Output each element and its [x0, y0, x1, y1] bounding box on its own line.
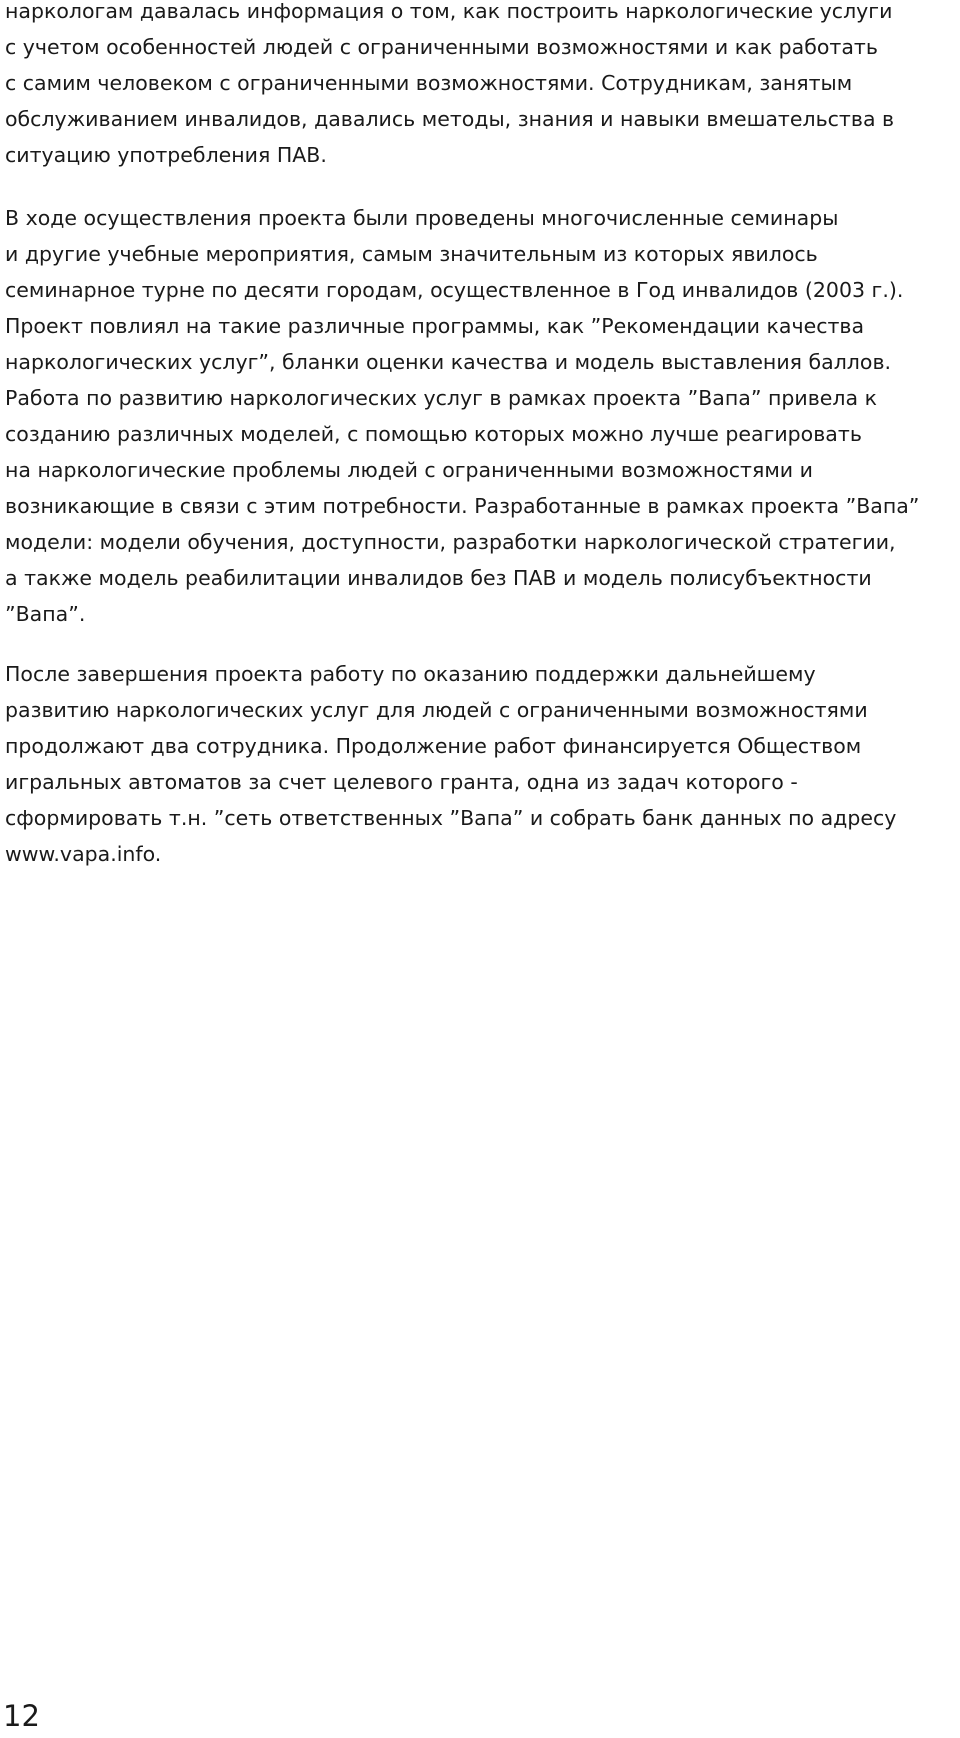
text-line: обслуживанием инвалидов, давались методы, знания и навыки вмешательства в [5, 107, 895, 131]
paragraph-1 [5, 0, 957, 173]
text-line: www.vapa.info. [5, 842, 162, 866]
text-line: наркологических услуг”, бланки оценки качества и модель выставления баллов. [5, 350, 892, 374]
text-line: модели: модели обучения, доступности, разработки наркологической стратегии, [5, 530, 896, 554]
text-line: созданию различных моделей, с помощью которых можно лучше реагировать [5, 422, 862, 446]
text-line: После завершения проекта работу по оказанию поддержки дальнейшему [5, 662, 816, 686]
paragraph-3 [5, 656, 957, 872]
text-line: с самим человеком с ограниченными возможностями. Сотрудникам, занятым [5, 71, 853, 95]
text-line: В ходе осуществления проекта были проведены многочисленные семинары [5, 206, 839, 230]
text-line: Работа по развитию наркологических услуг в рамках проекта ”Вапа” привела к [5, 386, 877, 410]
text-line: сформировать т.н. ”сеть ответственных ”Вапа” и собрать банк данных по адресу [5, 806, 897, 830]
text-line: Проект повлиял на такие различные программы, как ”Рекомендации качества [5, 314, 865, 338]
text-line: семинарное турне по десяти городам, осуществленное в Год инвалидов (2003 г.). [5, 278, 904, 302]
text-line: и другие учебные мероприятия, самым значительным из которых явилось [5, 242, 818, 266]
text-line: развитию наркологических услуг для людей с ограниченными возможностями [5, 698, 868, 722]
text-line: с учетом особенностей людей с ограниченными возможностями и как работать [5, 35, 878, 59]
text-line: продолжают два сотрудника. Продолжение работ финансируется Обществом [5, 734, 862, 758]
text-line: на наркологические проблемы людей с ограниченными возможностями и [5, 458, 813, 482]
text-line: возникающие в связи с этим потребности. Разработанные в рамках проекта ”Вапа” [5, 494, 920, 518]
paragraph-2 [5, 200, 957, 632]
text-line: игральных автоматов за счет целевого гранта, одна из задач которого - [5, 770, 798, 794]
text-line: ситуацию употребления ПАВ. [5, 143, 327, 167]
text-line: а также модель реабилитации инвалидов без ПАВ и модель полисубъектности [5, 566, 872, 590]
text-line: наркологам давалась информация о том, как построить наркологические услуги [5, 0, 893, 23]
page-number: 12 [3, 1699, 40, 1733]
text-line: ”Вапа”. [5, 602, 86, 626]
